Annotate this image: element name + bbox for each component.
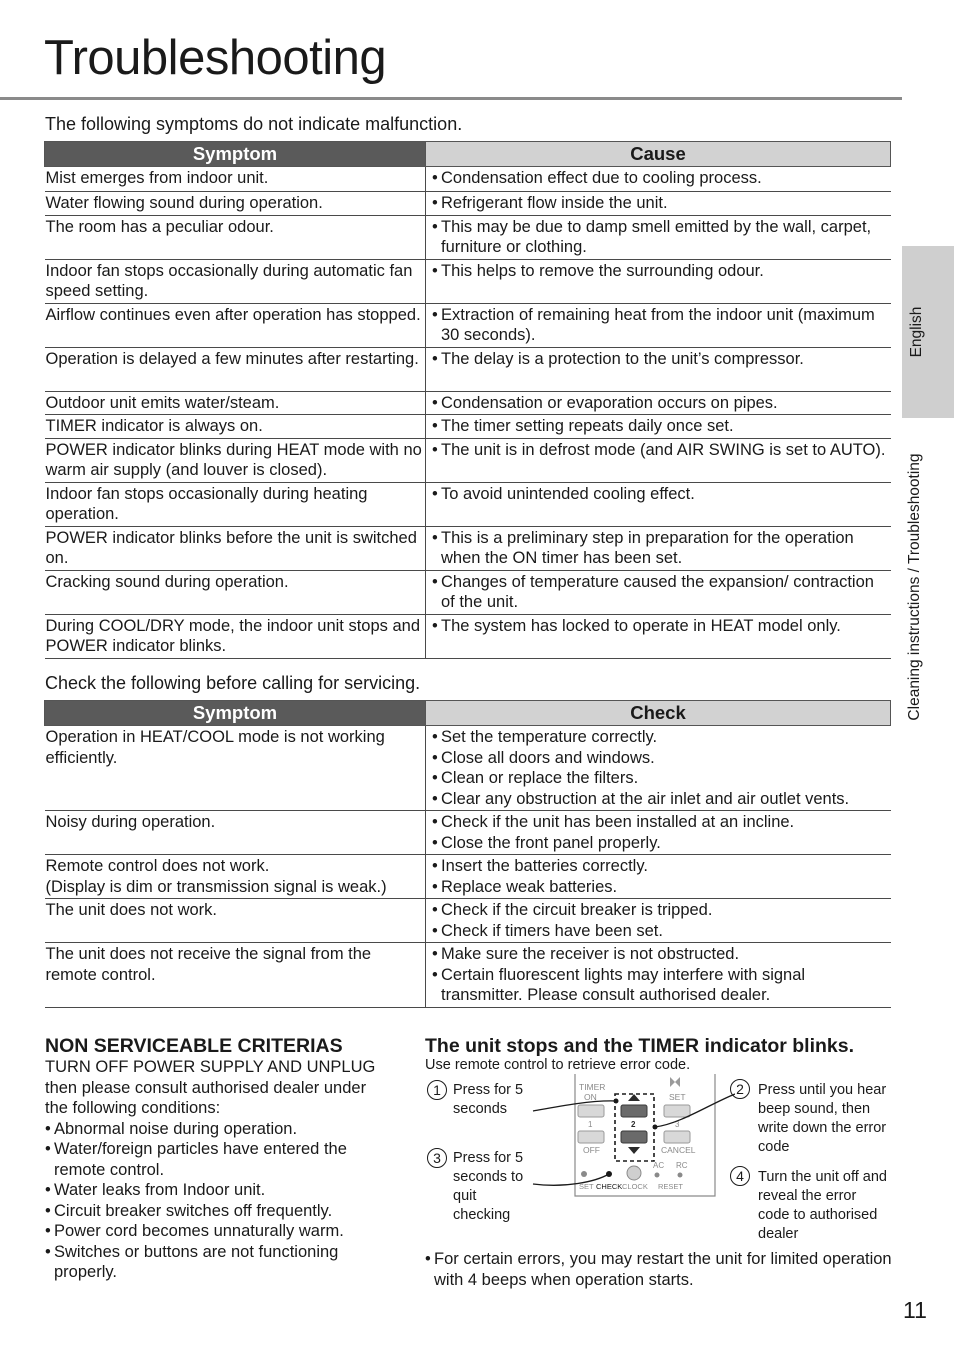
remote-label-bottom-set: SET bbox=[579, 1182, 594, 1191]
symptom-check-rows bbox=[45, 726, 891, 1008]
symptom-cell: POWER indicator blinks before the unit is switched on. bbox=[45, 526, 426, 570]
symptom-cause-rows bbox=[45, 167, 891, 659]
table-row bbox=[45, 726, 891, 811]
leader-dot-step-2 bbox=[653, 1125, 658, 1130]
cause-item: • The unit is in defrost mode (and AIR SWING is set to AUTO). bbox=[432, 440, 888, 461]
cause-item: • Refrigerant flow inside the unit. bbox=[432, 193, 888, 214]
table2-intro: Check the following before calling for servicing. bbox=[45, 673, 421, 693]
remote-control-diagram bbox=[520, 1074, 735, 1206]
symptom-cell bbox=[45, 811, 426, 855]
check-item: • Replace weak batteries. bbox=[432, 877, 888, 898]
symptom-text: The unit does not receive the signal from the remote control. bbox=[45, 945, 372, 984]
symptom-text: Remote control does not work. bbox=[45, 857, 270, 875]
check-cell bbox=[426, 943, 891, 1008]
cause-cell bbox=[426, 303, 891, 347]
symptom-cell: Operation is delayed a few minutes after restarting. bbox=[45, 347, 426, 391]
table-row bbox=[45, 259, 891, 303]
step-3-number: 3 bbox=[427, 1148, 447, 1168]
table-row bbox=[45, 811, 891, 855]
timer-note-text: • For certain errors, you may restart the unit for limited operation with 4 beeps when operation starts. bbox=[425, 1249, 895, 1291]
cause-item: • To avoid unintended cooling effect. bbox=[432, 484, 888, 505]
check-cell bbox=[426, 726, 891, 811]
table-row bbox=[45, 415, 891, 439]
cause-cell bbox=[426, 438, 891, 482]
symptom-cell: Indoor fan stops occasionally during heating operation. bbox=[45, 482, 426, 526]
table-row bbox=[45, 526, 891, 570]
symptom-cell bbox=[45, 855, 426, 899]
symptom-cause-table bbox=[44, 141, 891, 659]
symptom-cell bbox=[45, 726, 426, 811]
remote-label-1: 1 bbox=[588, 1120, 593, 1129]
symptom-cell: Mist emerges from indoor unit. bbox=[45, 167, 426, 192]
ac-pinhole-button[interactable] bbox=[655, 1173, 660, 1178]
remote-label-3: 3 bbox=[675, 1120, 680, 1129]
symptom-cell: POWER indicator blinks during HEAT mode with no warm air supply (and louver is closed). bbox=[45, 438, 426, 482]
list-item: • Water leaks from Indoor unit. bbox=[45, 1180, 390, 1201]
down-button[interactable] bbox=[621, 1131, 647, 1143]
remote-label-cancel: CANCEL bbox=[661, 1145, 696, 1155]
symptom-cell: TIMER indicator is always on. bbox=[45, 415, 426, 439]
cause-item: • The timer setting repeats daily once set. bbox=[432, 416, 888, 437]
list-item: • Switches or buttons are not functioning properly. bbox=[45, 1242, 390, 1283]
non-serviceable-intro: TURN OFF POWER SUPPLY AND UNPLUG then please consult authorised dealer under the following conditions: bbox=[45, 1058, 376, 1117]
col-header-symptom: Symptom bbox=[45, 701, 426, 726]
symptom-text: The unit does not work. bbox=[45, 901, 218, 919]
col-header-check: Check bbox=[426, 701, 891, 726]
check-item: • Clean or replace the filters. bbox=[432, 768, 888, 789]
check-item: • Close all doors and windows. bbox=[432, 748, 888, 769]
check-item: • Set the temperature correctly. bbox=[432, 727, 888, 748]
remote-label-timer: TIMER bbox=[579, 1082, 606, 1092]
remote-label-set: SET bbox=[669, 1092, 686, 1102]
step-4-number: 4 bbox=[730, 1166, 750, 1186]
check-item: • Check if the circuit breaker is tripped. bbox=[432, 900, 888, 921]
remote-label-bottom-check: CHECK bbox=[596, 1182, 623, 1191]
symptom-cell: Indoor fan stops occasionally during automatic fan speed setting. bbox=[45, 259, 426, 303]
remote-label-bottom-reset: RESET bbox=[658, 1182, 684, 1191]
timer-set-button[interactable] bbox=[664, 1105, 690, 1117]
remote-label-off: OFF bbox=[583, 1145, 600, 1155]
table-row bbox=[45, 570, 891, 614]
timer-on-button[interactable] bbox=[578, 1105, 604, 1117]
cause-item: • This may be due to damp smell emitted by the wall, carpet, furniture or clothing. bbox=[432, 217, 888, 258]
remote-label-rc: RC bbox=[676, 1161, 688, 1170]
table-row bbox=[45, 192, 891, 216]
symptom-check-table bbox=[44, 700, 891, 1008]
cause-cell bbox=[426, 215, 891, 259]
check-item: • Close the front panel properly. bbox=[432, 833, 888, 854]
cause-cell bbox=[426, 482, 891, 526]
check-item: • Check if the unit has been installed at an incline. bbox=[432, 812, 888, 833]
cause-item: • This is a preliminary step in preparation for the operation when the ON timer has been set. bbox=[432, 528, 888, 569]
step-4-text: Turn the unit off and reveal the error code to authorised dealer bbox=[758, 1169, 887, 1242]
step-1-text: Press for 5 seconds bbox=[453, 1082, 524, 1117]
non-serviceable-body bbox=[45, 1057, 390, 1283]
cause-cell bbox=[426, 347, 891, 391]
table-row bbox=[45, 943, 891, 1008]
check-cell bbox=[426, 811, 891, 855]
table1-intro: The following symptoms do not indicate malfunction. bbox=[45, 114, 463, 134]
list-item: • Abnormal noise during operation. bbox=[45, 1119, 390, 1140]
up-button[interactable] bbox=[621, 1105, 647, 1117]
non-serviceable-list bbox=[45, 1119, 390, 1283]
cause-cell bbox=[426, 570, 891, 614]
cause-item: • Condensation or evaporation occurs on pipes. bbox=[432, 393, 888, 414]
side-tab-lang-label: English bbox=[908, 306, 925, 358]
col-header-cause: Cause bbox=[426, 142, 891, 167]
cause-item: • The delay is a protection to the unit’s compressor. bbox=[432, 349, 888, 370]
table-row bbox=[45, 303, 891, 347]
table-row bbox=[45, 215, 891, 259]
symptom-cell: Cracking sound during operation. bbox=[45, 570, 426, 614]
leader-dot-step-1 bbox=[614, 1099, 619, 1104]
check-item: • Check if timers have been set. bbox=[432, 921, 888, 942]
side-tab-section-label: Cleaning instructions / Troubleshooting bbox=[906, 453, 923, 721]
symptom-text: Noisy during operation. bbox=[45, 813, 216, 831]
cause-item: • Condensation effect due to cooling process. bbox=[432, 168, 888, 189]
cause-cell bbox=[426, 526, 891, 570]
col-header-symptom: Symptom bbox=[45, 142, 426, 167]
table-row bbox=[45, 347, 891, 391]
list-item: • Power cord becomes unnaturally warm. bbox=[45, 1221, 390, 1242]
timer-blinks-subheading: Use remote control to retrieve error code. bbox=[425, 1057, 691, 1073]
clock-button[interactable] bbox=[627, 1166, 641, 1180]
step-1-number: 1 bbox=[427, 1080, 447, 1100]
cause-cell bbox=[426, 192, 891, 216]
table-row bbox=[45, 614, 891, 658]
timer-blinks-heading: The unit stops and the TIMER indicator blinks. bbox=[425, 1035, 855, 1057]
check-item: • Insert the batteries correctly. bbox=[432, 856, 888, 877]
symptom-cell: Airflow continues even after operation has stopped. bbox=[45, 303, 426, 347]
page-title: Troubleshooting bbox=[44, 31, 387, 85]
step-3-text: Press for 5 seconds to quit checking bbox=[453, 1150, 524, 1223]
check-item: • Clear any obstruction at the air inlet and air outlet vents. bbox=[432, 789, 888, 810]
check-cell bbox=[426, 855, 891, 899]
table-row bbox=[45, 438, 891, 482]
symptom-cell: During COOL/DRY mode, the indoor unit stops and POWER indicator blinks. bbox=[45, 614, 426, 658]
timer-blinks-note bbox=[425, 1249, 895, 1291]
symptom-text-detail: (Display is dim or transmission signal is weak.) bbox=[45, 877, 387, 896]
list-item: • Circuit breaker switches off frequently. bbox=[45, 1201, 390, 1222]
cause-cell bbox=[426, 614, 891, 658]
symptom-text: Operation in HEAT/COOL mode is not working efficiently. bbox=[45, 728, 385, 767]
check-item: • Make sure the receiver is not obstructed. bbox=[432, 944, 888, 965]
symptom-cell: Water flowing sound during operation. bbox=[45, 192, 426, 216]
cause-item: • This helps to remove the surrounding odour. bbox=[432, 261, 888, 282]
symptom-cell bbox=[45, 943, 426, 1008]
timer-cancel-button[interactable] bbox=[664, 1131, 690, 1143]
list-item: • Water/foreign particles have entered the remote control. bbox=[45, 1139, 390, 1180]
table-row bbox=[45, 167, 891, 192]
symptom-cell bbox=[45, 899, 426, 943]
remote-label-ac: AC bbox=[653, 1161, 665, 1170]
remote-label-2: 2 bbox=[631, 1120, 636, 1129]
table-row bbox=[45, 482, 891, 526]
cause-cell bbox=[426, 259, 891, 303]
remote-label-on: ON bbox=[584, 1092, 597, 1102]
non-serviceable-heading: NON SERVICEABLE CRITERIAS bbox=[45, 1035, 343, 1057]
symptom-cell: Outdoor unit emits water/steam. bbox=[45, 391, 426, 415]
cause-cell bbox=[426, 391, 891, 415]
table-row bbox=[45, 391, 891, 415]
cause-item: • Changes of temperature caused the expansion/ contraction of the unit. bbox=[432, 572, 888, 613]
timer-off-button[interactable] bbox=[578, 1131, 604, 1143]
page-number: 11 bbox=[903, 1297, 927, 1323]
check-cell bbox=[426, 899, 891, 943]
cause-item: • The system has locked to operate in HEAT model only. bbox=[432, 616, 888, 637]
cause-item: • Extraction of remaining heat from the indoor unit (maximum 30 seconds). bbox=[432, 305, 888, 346]
symptom-cell: The room has a peculiar odour. bbox=[45, 215, 426, 259]
table-row bbox=[45, 855, 891, 899]
title-divider bbox=[0, 97, 902, 100]
table-row bbox=[45, 899, 891, 943]
cause-cell bbox=[426, 167, 891, 192]
set-pinhole-button[interactable] bbox=[581, 1171, 587, 1177]
remote-label-bottom-clock: CLOCK bbox=[622, 1182, 648, 1191]
check-item: • Certain fluorescent lights may interfere with signal transmitter. Please consult authorised dealer. bbox=[432, 965, 888, 1006]
step-2-text: Press until you hear beep sound, then write down the error code bbox=[758, 1082, 887, 1155]
cause-cell bbox=[426, 415, 891, 439]
step-2-number: 2 bbox=[730, 1079, 750, 1099]
rc-pinhole-button[interactable] bbox=[678, 1173, 683, 1178]
